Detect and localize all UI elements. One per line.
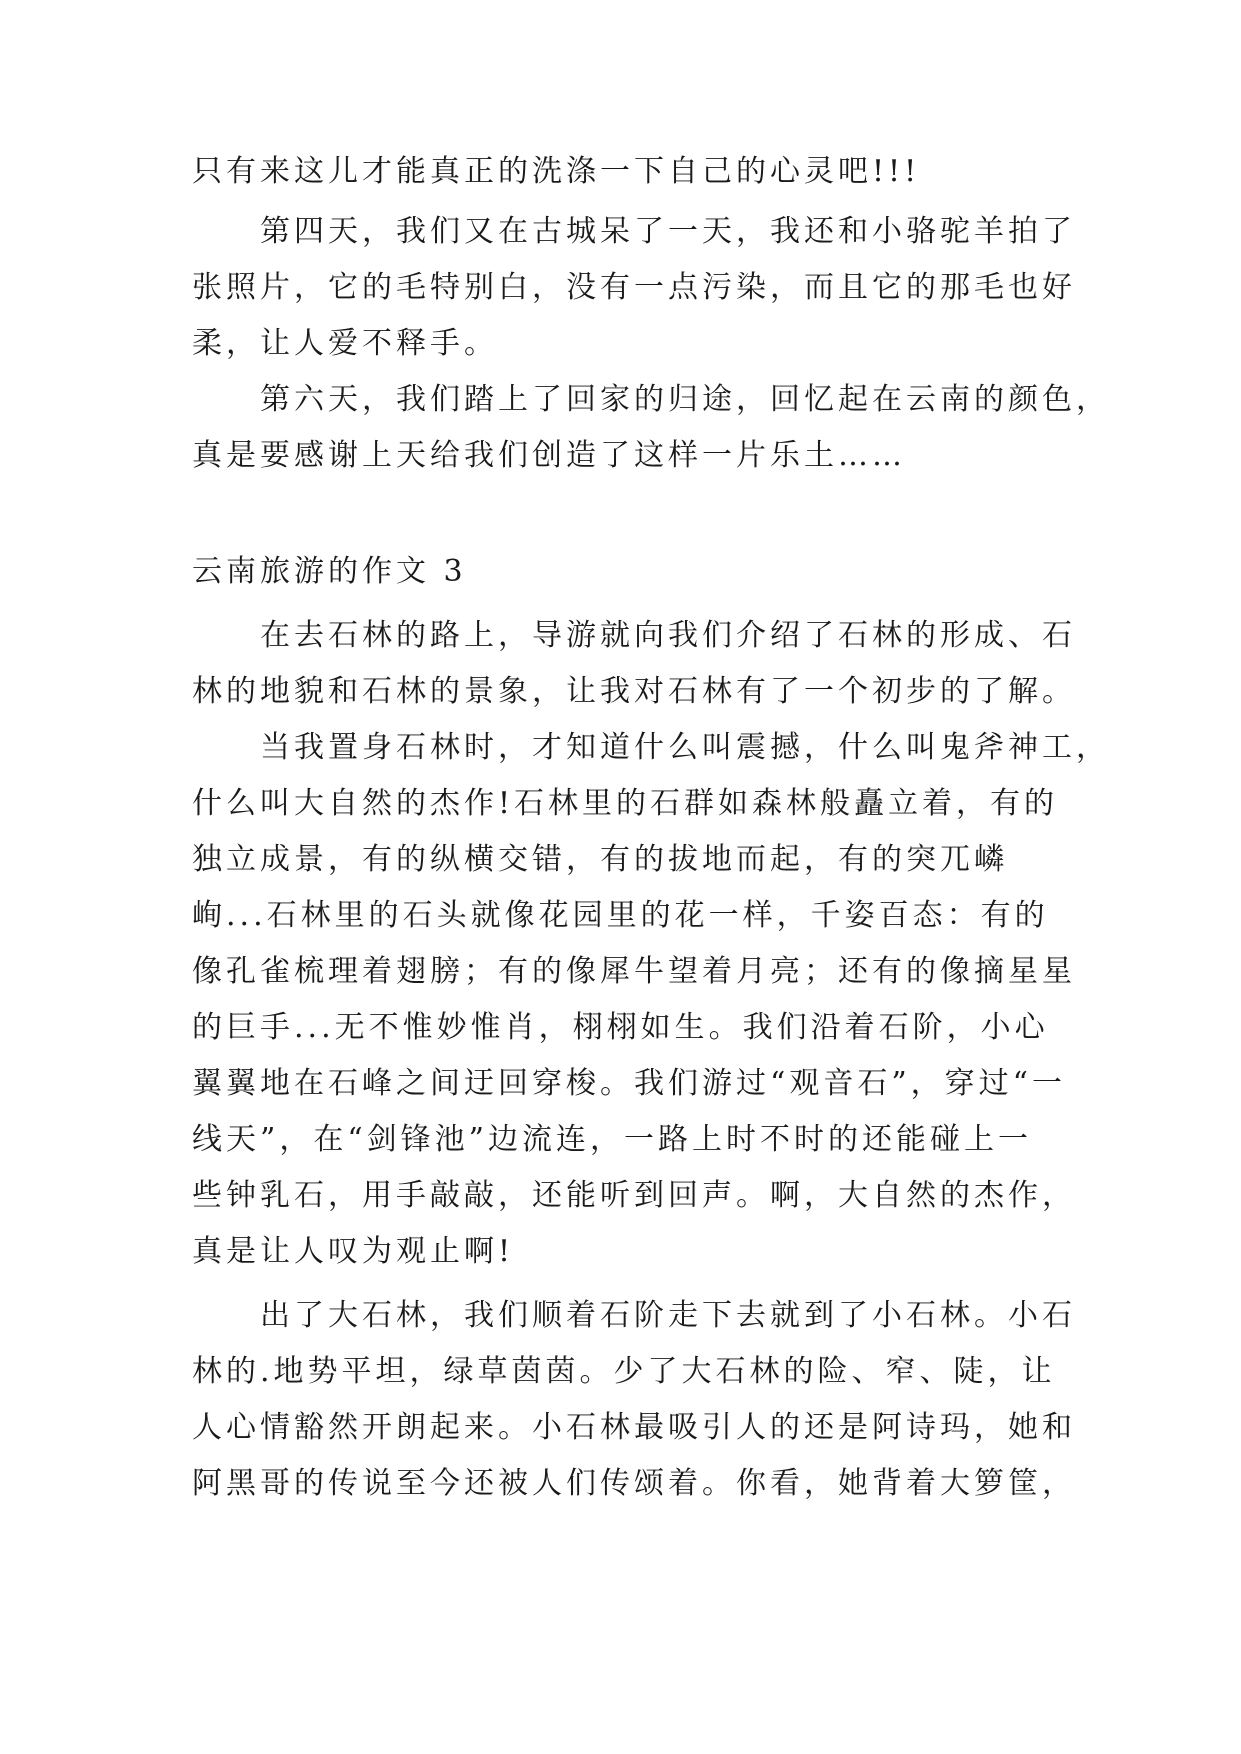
- section-heading: 云南旅游的作文 3: [192, 554, 467, 589]
- text-line: 峋...石林里的石头就像花园里的花一样，千姿百态：有的: [192, 898, 1049, 933]
- text-line: 线天”，在“剑锋池”边流连，一路上时不时的还能碰上一: [192, 1122, 1033, 1157]
- text-line: 张照片，它的毛特别白，没有一点污染，而且它的那毛也好: [192, 270, 1076, 305]
- text-line: 什么叫大自然的杰作!石林里的石群如森林般矗立着，有的: [192, 786, 1059, 821]
- text-line: 人心情豁然开朗起来。小石林最吸引人的还是阿诗玛，她和: [192, 1410, 1076, 1445]
- paragraph-stone-forest-road: 在去石林的路上，导游就向我们介绍了石林的形成、石: [192, 618, 1076, 653]
- text-line: 林的地貌和石林的景象，让我对石林有了一个初步的了解。: [192, 674, 1076, 709]
- paragraph-small-stone-forest: 出了大石林，我们顺着石阶走下去就到了小石林。小石: [192, 1298, 1076, 1333]
- text-line: 的巨手...无不惟妙惟肖，栩栩如生。我们沿着石阶，小心: [192, 1010, 1049, 1045]
- text-line: 柔，让人爱不释手。: [192, 326, 498, 361]
- text-line: 像孔雀梳理着翅膀；有的像犀牛望着月亮；还有的像摘星星: [192, 954, 1076, 989]
- text-line: 林的.地势平坦，绿草茵茵。少了大石林的险、窄、陡，让: [192, 1354, 1056, 1389]
- paragraph-day-four: 第四天，我们又在古城呆了一天，我还和小骆驼羊拍了: [192, 214, 1076, 249]
- paragraph-day-six: 第六天，我们踏上了回家的归途，回忆起在云南的颜色，: [192, 382, 1110, 417]
- paragraph-stone-forest-visit: 当我置身石林时，才知道什么叫震撼，什么叫鬼斧神工，: [192, 730, 1110, 765]
- text-line: 阿黑哥的传说至今还被人们传颂着。你看，她背着大箩筐，: [192, 1466, 1076, 1501]
- text-line: 独立成景，有的纵横交错，有的拔地而起，有的突兀嶙: [192, 842, 1008, 877]
- text-line: 翼翼地在石峰之间迂回穿梭。我们游过“观音石”，穿过“一: [192, 1066, 1067, 1101]
- text-line-continuation: 只有来这儿才能真正的洗涤一下自己的心灵吧!!!: [192, 154, 921, 189]
- text-line: 些钟乳石，用手敲敲，还能听到回声。啊，大自然的杰作，: [192, 1178, 1076, 1213]
- text-line: 真是要感谢上天给我们创造了这样一片乐土……: [192, 438, 906, 473]
- text-line: 真是让人叹为观止啊!: [192, 1234, 515, 1269]
